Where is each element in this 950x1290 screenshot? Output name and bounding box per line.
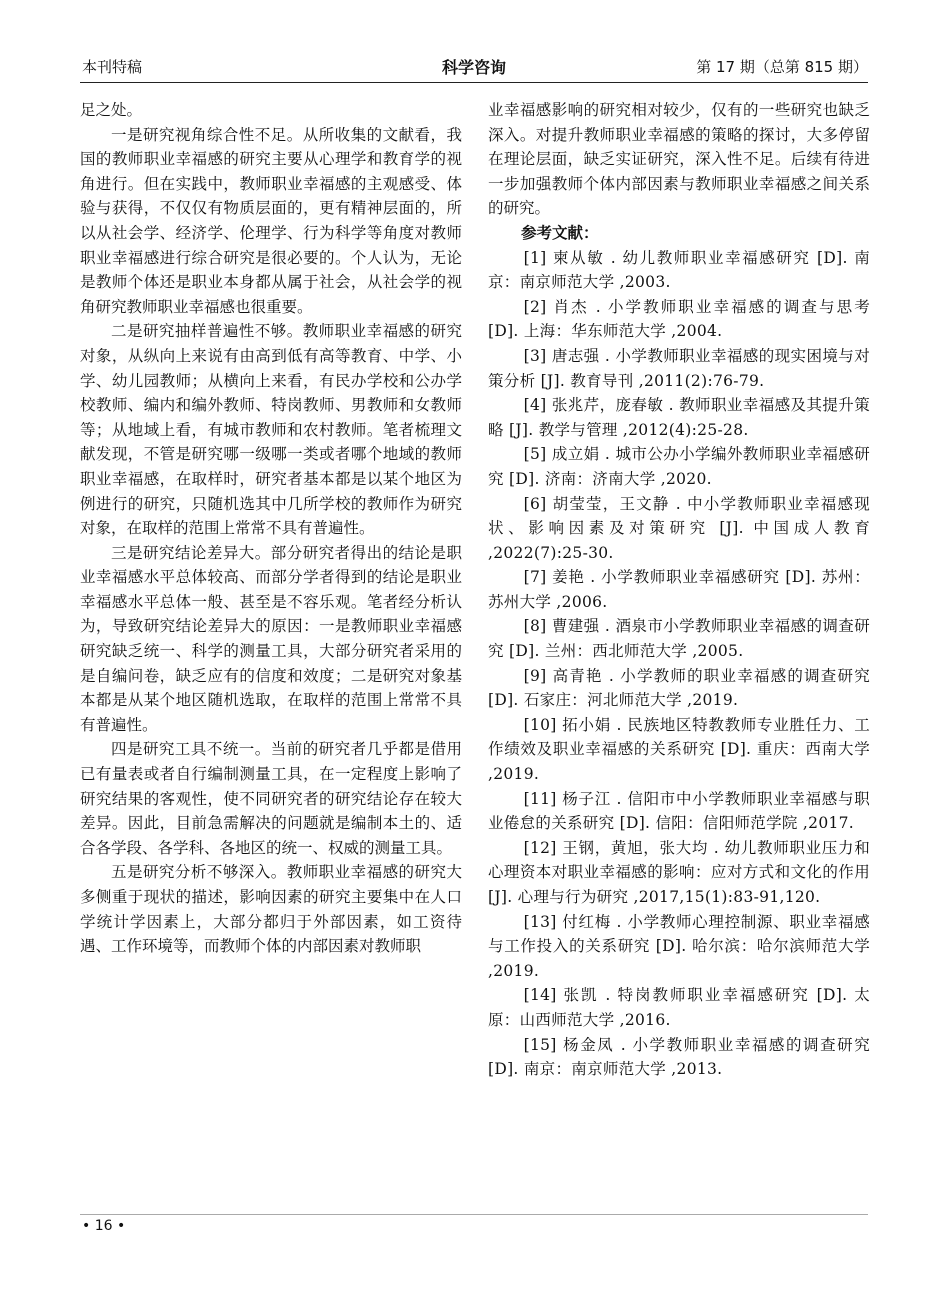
- paragraph-analysis: 五是研究分析不够深入。教师职业幸福感的研究大多侧重于现状的描述，影响因素的研究主要集中在人口学统计学因素上，大部分都归于外部因素，如工资待遇、工作环境等，而教师个体的内部因素对教师职: [80, 863, 462, 956]
- page-number: • 16 •: [82, 1218, 126, 1234]
- left-column: [80, 98, 462, 959]
- journal-title: 科学咨询: [441, 58, 506, 77]
- reference-item: [15] 杨金凤 . 小学教师职业幸福感的调查研究 [D]. 南京：南京师范大学 ,2013.: [488, 1035, 870, 1079]
- paragraph-tools: 四是研究工具不统一。当前的研究者几乎都是借用已有量表或者自行编制测量工具，在一定程度上影响了研究结果的客观性，使不同研究者的研究结论存在较大差异。因此，目前急需解决的问题就是编制本土的、适合各学段、各学科、各地区的统一、权威的测量工具。: [80, 740, 462, 857]
- right-column: [488, 98, 870, 1082]
- paragraph-sampling: 二是研究抽样普遍性不够。教师职业幸福感的研究对象，从纵向上来说有由高到低有高等教育、中学、小学、幼儿园教师；从横向上来看，有民办学校和公办学校教师、编内和编外教师、特岗教师、男教师和女教师等；从地域上看，有城市教师和农村教师。笔者梳理文献发现，不管是研究哪一级哪一类或者哪个地域的教师职业幸福感，在取样时，研究者基本都是以某个地区为例进行的研究，只随机选其中几所学校的教师作为研究对象，在取样的范围上常常不具有普遍性。: [80, 322, 462, 538]
- reference-item: [9] 高青艳 . 小学教师的职业幸福感的调查研究 [D]. 石家庄：河北师范大学 ,2019.: [488, 666, 870, 710]
- reference-item: [6] 胡莹莹，王文静 . 中小学教师职业幸福感现状、影响因素及对策研究 [J]. 中国成人教育 ,2022(7):25-30.: [488, 494, 870, 562]
- section-label: 本刊特稿: [82, 58, 143, 76]
- page-header: [80, 52, 868, 82]
- references-heading: 参考文献：: [521, 223, 599, 242]
- paragraph-perspective: 一是研究视角综合性不足。从所收集的文献看，我国的教师职业幸福感的研究主要从心理学和教育学的视角进行。但在实践中，教师职业幸福感的主观感受、体验与获得，不仅仅有物质层面的，更有精神层面的，所以从社会学、经济学、伦理学、行为科学等角度对教师职业幸福感进行综合研究是很必要的。个人认为，无论是教师个体还是职业本身都从属于社会，从社会学的视角研究教师职业幸福感也很重要。: [80, 125, 462, 316]
- reference-item: [4] 张兆芹，庞春敏 . 教师职业幸福感及其提升策略 [J]. 教学与管理 ,2012(4):25-28.: [488, 396, 870, 439]
- reference-item: [2] 肖杰 . 小学教师职业幸福感的调查与思考 [D]. 上海：华东师范大学 ,2004.: [488, 297, 870, 341]
- reference-item: [13] 付红梅 . 小学教师心理控制源、职业幸福感与工作投入的关系研究 [D]. 哈尔滨：哈尔滨师范大学 ,2019.: [488, 912, 870, 980]
- reference-item: [14] 张凯 . 特岗教师职业幸福感研究 [D]. 太原：山西师范大学 ,2016.: [488, 986, 870, 1029]
- reference-item: [3] 唐志强 . 小学教师职业幸福感的现实困境与对策分析 [J]. 教育导刊 ,2011(2):76-79.: [488, 346, 870, 390]
- paragraph-conclusions: 三是研究结论差异大。部分研究者得出的结论是职业幸福感水平总体较高、而部分学者得到的结论是职业幸福感水平总体一般、甚至是不容乐观。笔者经分析认为，导致研究结论差异大的原因：一是教师职业幸福感研究缺乏统一、科学的测量工具，大部分研究者采用的是自编问卷，缺乏应有的信度和效度；二是研究对象基本都是从某个地区随机选取，在取样的范围上常常不具有普遍性。: [80, 543, 462, 734]
- reference-item: [1] 柬从敏 . 幼儿教师职业幸福感研究 [D]. 南京：南京师范大学 ,2003.: [488, 248, 870, 292]
- reference-item: [10] 拓小娟 . 民族地区特教教师专业胜任力、工作绩效及职业幸福感的关系研究 [D]. 重庆：西南大学 ,2019.: [488, 715, 870, 784]
- issue-info: 第 17 期（总第 815 期）: [696, 58, 868, 76]
- reference-item: [12] 王钢，黄旭，张大均 . 幼儿教师职业压力和心理资本对职业幸福感的影响：应对方式和文化的作用 [J]. 心理与行为研究 ,2017,15(1):83-91,120.: [488, 838, 870, 906]
- reference-item: [8] 曹建强 . 酒泉市小学教师职业幸福感的调查研究 [D]. 兰州：西北师范大学 ,2005.: [488, 617, 870, 661]
- reference-item: [11] 杨子江 . 信阳市中小学教师职业幸福感与职业倦怠的关系研究 [D]. 信阳：信阳师范学院 ,2017.: [488, 789, 870, 833]
- paragraph-analysis-continued: 业幸福感影响的研究相对较少，仅有的一些研究也缺乏深入。对提升教师职业幸福感的策略的探讨，大多停留在理论层面，缺乏实证研究，深入性不足。后续有待进一步加强教师个体内部因素与教师职业幸福感之间关系的研究。: [488, 101, 870, 218]
- reference-item: [7] 姜艳 . 小学教师职业幸福感研究 [D]. 苏州：苏州大学 ,2006.: [488, 568, 870, 611]
- footer-divider: [80, 1214, 868, 1215]
- header-divider: [80, 82, 868, 83]
- paragraph-continuation: 足之处。: [80, 101, 143, 119]
- reference-item: [5] 成立娟 . 城市公办小学编外教师职业幸福感研究 [D]. 济南：济南大学 ,2020.: [488, 445, 870, 488]
